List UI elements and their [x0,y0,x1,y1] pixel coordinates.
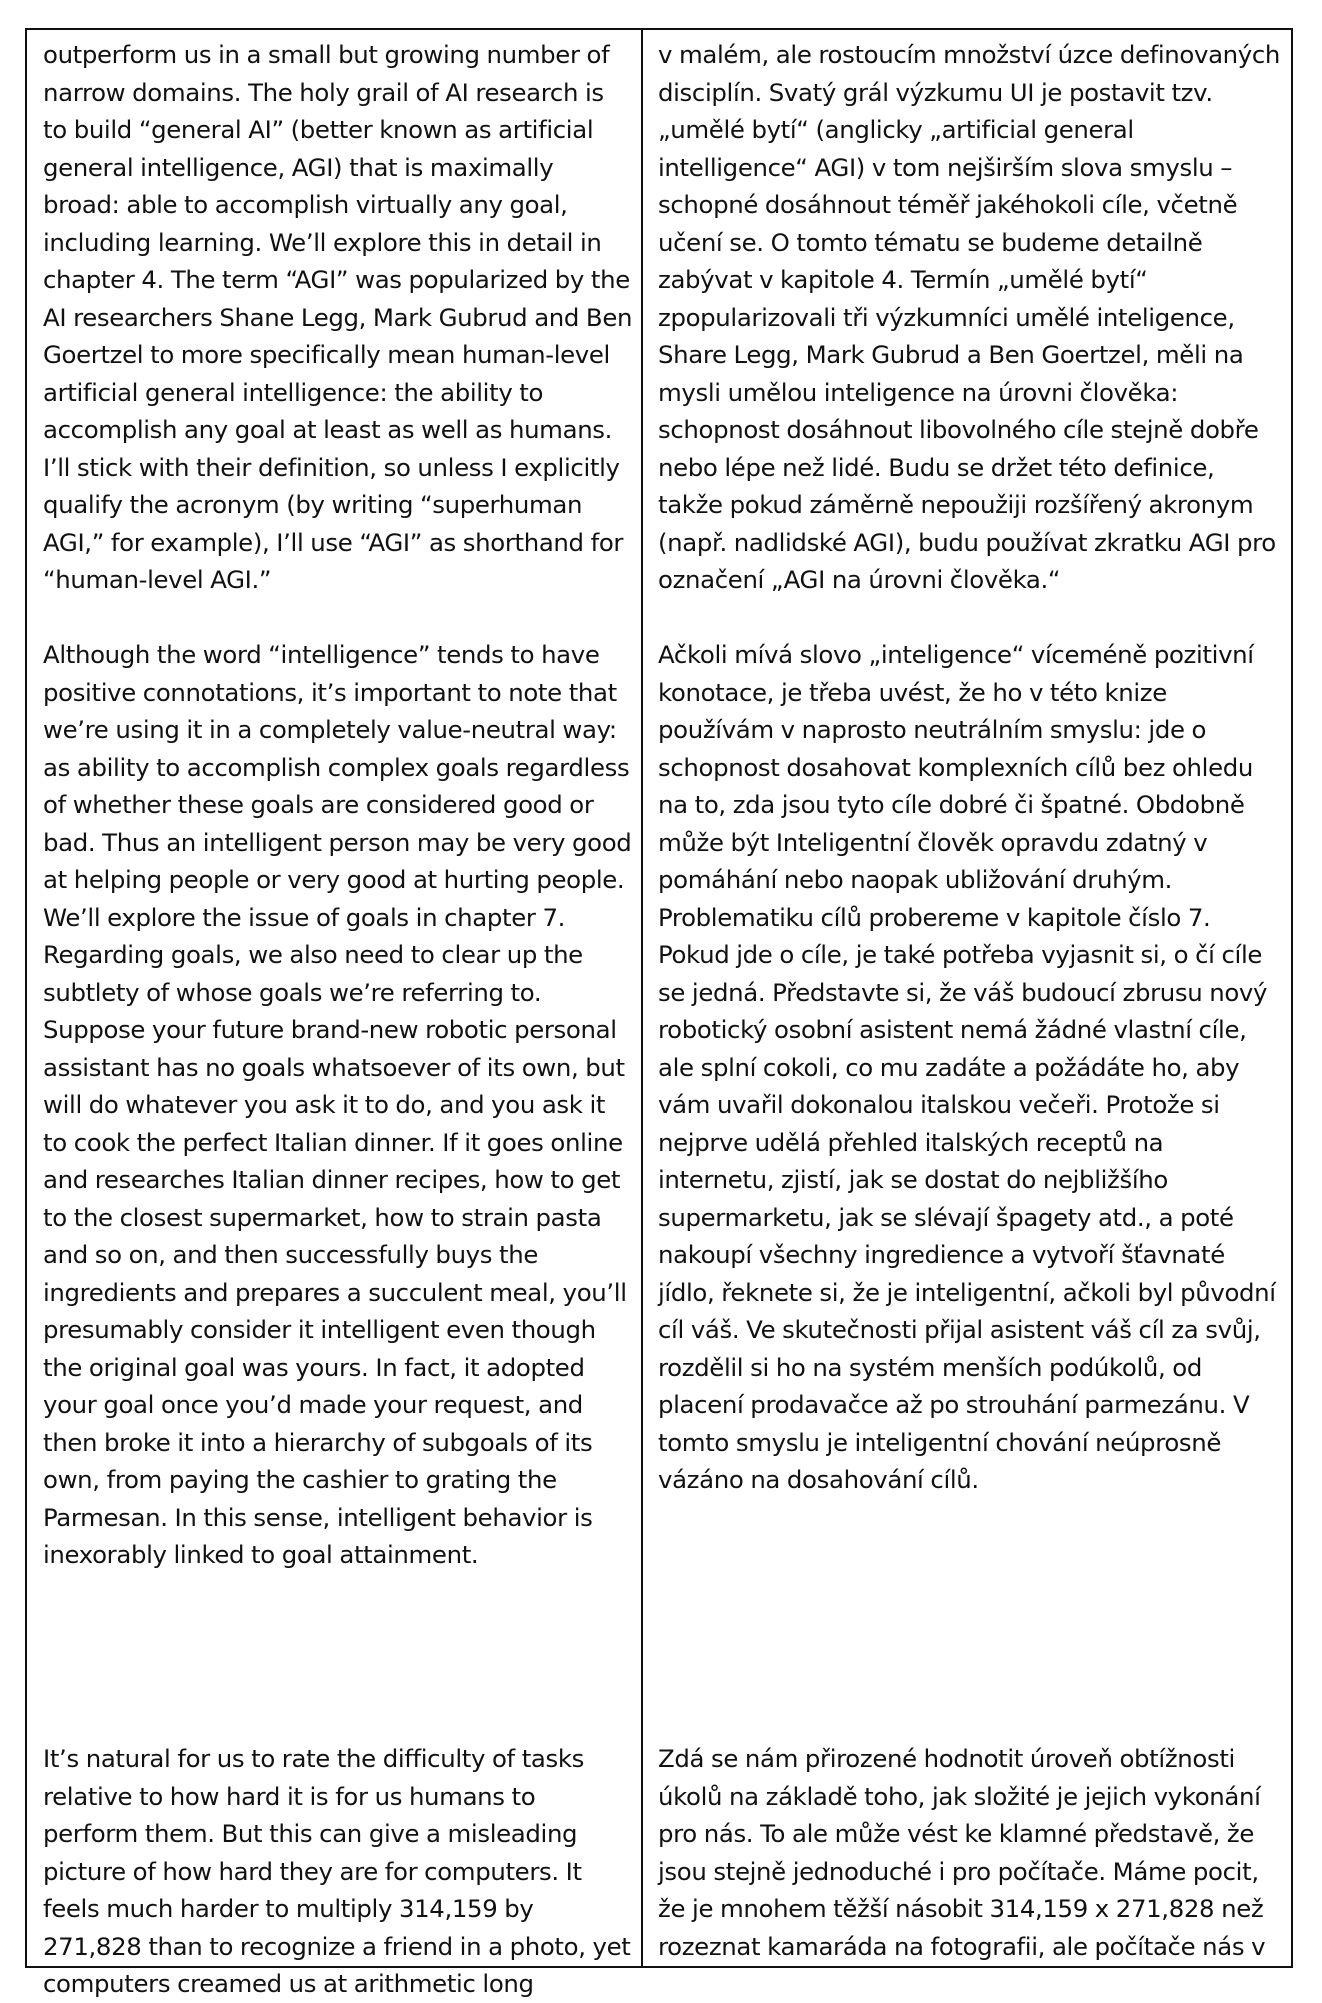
column-divider [641,30,643,1966]
english-column [27,30,642,1998]
czech-paragraph-1: v malém, ale rostoucím množství úzce definovaných disciplín. Svatý grál výzkumu UI je postavit tzv. „umělé bytí“ (anglicky „artificial general intelligence“ AGI) v tom nejširším slova smyslu – schopné dosáhnout téměř jakéhokoli cíle, včetně učení se. O tomto tématu se budeme detailně zabývat v kapitole 4. Termín „umělé bytí“ zpopularizovali tři výzkumníci umělé inteligence, Share Legg, Mark Gubrud a Ben Goertzel, měli na mysli umělou inteligence na úrovni člověka: schopnost dosáhnout libovolného cíle stejně dobře nebo lépe než lidé. Budu se držet této definice, takže pokud záměrně nepoužiji rozšířený akronym (např. nadlidské AGI), budu používat zkratku AGI pro označení „AGI na úrovni člověka.“ [658,40,1281,594]
english-paragraph-3: It’s natural for us to rate the difficulty of tasks relative to how hard it is for us humans to perform them. But this can give a misleading picture of how hard they are for computers. It feels much harder to multiply 314,159 by 271,828 than to recognize a friend in a photo, yet computers creamed us at arithmetic long [43,1744,631,1998]
bilingual-table [25,28,1293,1998]
english-paragraph-1: outperform us in a small but growing number of narrow domains. The holy grail of AI research is to build “general AI” (better known as artificial general intelligence, AGI) that is maximally broad: able to accomplish virtually any goal, including learning. We’ll explore this in detail in chapter 4. The term “AGI” was popularized by the AI researchers Shane Legg, Mark Gubrud and Ben Goertzel to more specifically mean human-level artificial general intelligence: the ability to accomplish any goal at least as well as humans. I’ll stick with their definition, so unless I explicitly qualify the acronym (by writing “superhuman AGI,” for example), I’ll use “AGI” as shorthand for “human-level AGI.” [43,40,633,594]
czech-paragraph-2: Ačkoli mívá slovo „inteligence“ víceméně pozitivní konotace, je třeba uvést, že ho v této knize používám v naprosto neutrálním smyslu: jde o schopnost dosahovat komplexních cílů bez ohledu na to, zda jsou tyto cíle dobré či špatné. Obdobně může být Inteligentní člověk opravdu zdatný v pomáhání nebo naopak ubližování druhým. Problematiku cílů probereme v kapitole číslo 7. Pokud jde o cíle, je také potřeba vyjasnit si, o čí cíle se jedná. Představte si, že váš budoucí zbrusu nový robotický osobní asistent nemá žádné vlastní cíle, ale splní cokoli, co mu zadáte a požádáte ho, aby vám uvařil dokonalou italskou večeři. Protože si nejprve udělá přehled italských receptů na internetu, zjistí, jak se dostat do nejbližšího supermarketu, jak se slévají špagety atd., a poté nakoupí všechny ingredience a vytvoří šťavnaté jídlo, řeknete si, že je inteligentní, ačkoli byl původní cíl váš. Ve skutečnosti přijal asistent váš cíl za svůj, rozdělil si ho na systém menších podúkolů, od placení prodavačce až po strouhání parmezánu. V tomto smyslu je inteligentní chování neúprosně vázáno na dosahování cílů. [658,640,1276,1494]
czech-column [644,30,1293,1966]
english-paragraph-2: Although the word “intelligence” tends to have positive connotations, it’s important to note that we’re using it in a completely value-neutral way: as ability to accomplish complex goals regardless of whether these goals are considered good or bad. Thus an intelligent person may be very good at helping people or very good at hurting people. We’ll explore the issue of goals in chapter 7. Regarding goals, we also need to clear up the subtlety of whose goals we’re referring to. Suppose your future brand-new robotic personal assistant has no goals whatsoever of its own, but will do whatever you ask it to do, and you ask it to cook the perfect Italian dinner. If it goes online and researches Italian dinner recipes, how to get to the closest supermarket, how to strain pasta and so on, and then successfully buys the ingredients and prepares a succulent meal, you’ll presumably consider it intelligent even though the original goal was yours. In fact, it adopted your goal once you’d made your request, and then broke it into a hierarchy of subgoals of its own, from paying the cashier to grating the Parmesan. In this sense, intelligent behavior is inexorably linked to goal attainment. [43,640,632,1569]
czech-paragraph-3: Zdá se nám přirozené hodnotit úroveň obtížnosti úkolů na základě toho, jak složité je jejich vykonání pro nás. To ale může vést ke klamné představě, že jsou stejně jednoduché i pro počítače. Máme pocit, že je mnohem těžší násobit 314,159 x 271,828 než rozeznat kamaráda na fotografii, ale počítače nás v [658,1744,1266,1961]
